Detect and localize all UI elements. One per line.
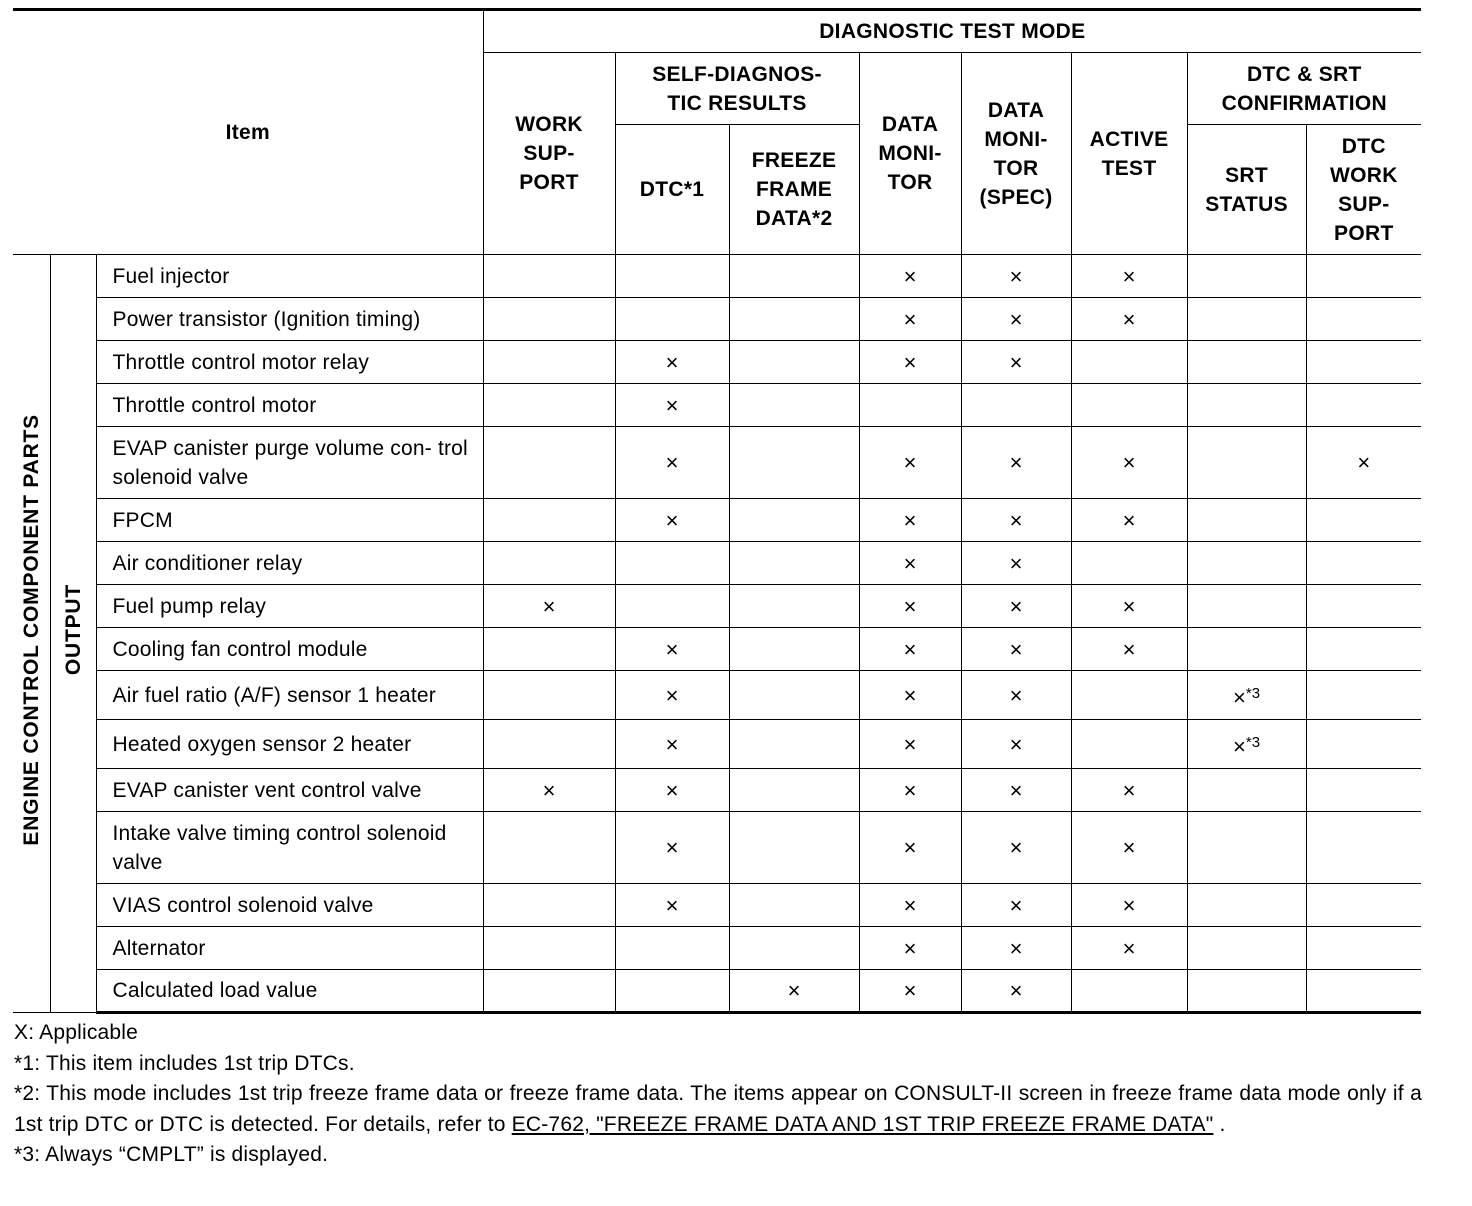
mark-cell: × — [1071, 769, 1187, 812]
mark-cell: × — [859, 542, 961, 585]
table-row — [13, 298, 1421, 341]
applicable-mark: × — [1233, 684, 1246, 710]
item-label: EVAP canister purge volume con- trol solenoid valve — [96, 427, 483, 499]
item-header: Item — [13, 10, 483, 255]
mark-cell — [1306, 384, 1421, 427]
mark-cell — [1187, 585, 1306, 628]
table-row — [13, 341, 1421, 384]
mark-cell — [1306, 884, 1421, 927]
mark-cell: × — [615, 884, 729, 927]
item-label: Alternator — [96, 927, 483, 970]
item-label: Calculated load value — [96, 970, 483, 1013]
mark-cell — [483, 542, 615, 585]
mark-cell — [483, 970, 615, 1013]
data-monitor-header: DATA MONI- TOR — [859, 53, 961, 255]
mark-cell: × — [859, 341, 961, 384]
mark-cell — [729, 341, 859, 384]
mark-cell: × — [859, 585, 961, 628]
mark-cell — [483, 927, 615, 970]
mark-cell — [483, 427, 615, 499]
mark-cell — [1306, 671, 1421, 720]
mark-cell: × — [961, 255, 1071, 298]
mark-cell — [1187, 970, 1306, 1013]
item-label: VIAS control solenoid valve — [96, 884, 483, 927]
mark-cell: × — [615, 341, 729, 384]
mark-cell — [483, 884, 615, 927]
mark-cell — [1306, 542, 1421, 585]
mark-cell — [615, 255, 729, 298]
mark-cell — [1071, 341, 1187, 384]
mark-cell — [729, 427, 859, 499]
mark-cell — [483, 628, 615, 671]
mark-cell — [1187, 298, 1306, 341]
self-diag-results-header: SELF-DIAGNOS- TIC RESULTS — [615, 53, 859, 125]
mark-cell: × — [859, 255, 961, 298]
table-row — [13, 384, 1421, 427]
table-row — [13, 542, 1421, 585]
mark-cell — [1187, 671, 1306, 720]
diagnostic-test-mode-header: DIAGNOSTIC TEST MODE — [483, 10, 1421, 53]
mark-cell — [729, 628, 859, 671]
item-label: Air fuel ratio (A/F) sensor 1 heater — [96, 671, 483, 720]
mark-cell — [1187, 628, 1306, 671]
item-label: Fuel pump relay — [96, 585, 483, 628]
mark-cell: × — [615, 812, 729, 884]
mark-cell — [1187, 812, 1306, 884]
mark-cell — [729, 255, 859, 298]
diagnostic-mode-table — [13, 8, 1421, 1014]
mark-cell — [1306, 298, 1421, 341]
item-label: Cooling fan control module — [96, 628, 483, 671]
mark-cell — [615, 585, 729, 628]
table-row — [13, 970, 1421, 1013]
mark-cell — [483, 671, 615, 720]
table-row — [13, 427, 1421, 499]
table-row — [13, 884, 1421, 927]
mark-cell — [859, 384, 961, 427]
mark-cell — [729, 585, 859, 628]
mark-cell: × — [961, 720, 1071, 769]
mark-cell: × — [615, 384, 729, 427]
mark-cell: × — [859, 499, 961, 542]
mark-cell: × — [961, 585, 1071, 628]
mark-cell: × — [859, 720, 961, 769]
mark-cell — [1306, 341, 1421, 384]
table-body — [13, 255, 1421, 1013]
active-test-header: ACTIVE TEST — [1071, 53, 1187, 255]
srt-status-header: SRT STATUS — [1187, 125, 1306, 255]
engine-control-group-label: ENGINE CONTROL COMPONENT PARTS — [13, 255, 50, 1013]
mark-cell — [729, 542, 859, 585]
note-applicable: X: Applicable — [14, 1021, 139, 1044]
mark-cell: × — [729, 970, 859, 1013]
mark-cell — [729, 298, 859, 341]
mark-cell — [1306, 812, 1421, 884]
note-2-text: *2: This mode includes 1st trip freeze frame data or freeze frame data. The items appear on CONSULT-II screen in freeze frame data mode only if a 1st trip DTC or DTC is detected. For details, refer to — [14, 1082, 1422, 1136]
mark-cell — [1071, 384, 1187, 427]
item-label: FPCM — [96, 499, 483, 542]
mark-cell: × — [1071, 628, 1187, 671]
mark-cell: × — [1071, 884, 1187, 927]
mark-cell — [1187, 384, 1306, 427]
mark-cell: × — [483, 769, 615, 812]
mark-cell: × — [961, 542, 1071, 585]
footnote-3-ref: *3 — [1245, 733, 1261, 751]
mark-cell — [729, 384, 859, 427]
freeze-frame-header: FREEZE FRAME DATA*2 — [729, 125, 859, 255]
mark-cell — [615, 970, 729, 1013]
mark-cell — [1187, 542, 1306, 585]
item-label: Air conditioner relay — [96, 542, 483, 585]
ec-762-link[interactable]: EC-762, "FREEZE FRAME DATA AND 1ST TRIP FREEZE FRAME DATA" — [511, 1112, 1214, 1136]
mark-cell — [1187, 499, 1306, 542]
item-label: Heated oxygen sensor 2 heater — [96, 720, 483, 769]
mark-cell — [1187, 255, 1306, 298]
item-label: Power transistor (Ignition timing) — [96, 298, 483, 341]
mark-cell — [1306, 769, 1421, 812]
note-2-end: . — [1219, 1112, 1226, 1136]
mark-cell — [729, 927, 859, 970]
mark-cell — [483, 499, 615, 542]
mark-cell — [1187, 884, 1306, 927]
mark-cell: × — [961, 499, 1071, 542]
mark-cell: × — [1071, 927, 1187, 970]
mark-cell: × — [961, 769, 1071, 812]
mark-cell — [1306, 720, 1421, 769]
mark-cell: × — [961, 427, 1071, 499]
mark-cell: × — [859, 671, 961, 720]
table-row — [13, 671, 1421, 720]
table-row — [13, 628, 1421, 671]
item-label: Fuel injector — [96, 255, 483, 298]
item-label: EVAP canister vent control valve — [96, 769, 483, 812]
mark-cell: × — [1071, 812, 1187, 884]
mark-cell: × — [615, 499, 729, 542]
output-group-label: OUTPUT — [50, 255, 96, 1013]
mark-cell — [615, 927, 729, 970]
mark-cell — [1306, 970, 1421, 1013]
mark-cell — [1071, 671, 1187, 720]
mark-cell — [1071, 720, 1187, 769]
data-monitor-spec-header: DATA MONI- TOR (SPEC) — [961, 53, 1071, 255]
mark-cell: × — [615, 769, 729, 812]
table-row — [13, 720, 1421, 769]
note-3: *3: Always “CMPLT” is displayed. — [14, 1143, 329, 1166]
work-support-header: WORK SUP- PORT — [483, 53, 615, 255]
mark-cell: × — [859, 927, 961, 970]
footnotes — [14, 1018, 1422, 1171]
note-1: *1: This item includes 1st trip DTCs. — [14, 1051, 355, 1075]
footnote-3-ref: *3 — [1245, 684, 1261, 702]
mark-cell — [1187, 927, 1306, 970]
table-row — [13, 927, 1421, 970]
dtc-work-support-header: DTC WORK SUP- PORT — [1306, 125, 1421, 255]
mark-cell — [483, 341, 615, 384]
mark-cell: × — [961, 970, 1071, 1013]
mark-cell: × — [859, 298, 961, 341]
dtc1-header: DTC*1 — [615, 125, 729, 255]
mark-cell — [1306, 585, 1421, 628]
mark-cell: × — [961, 341, 1071, 384]
table-row — [13, 585, 1421, 628]
mark-cell: × — [483, 585, 615, 628]
table-row — [13, 769, 1421, 812]
mark-cell — [729, 720, 859, 769]
table-row — [13, 255, 1421, 298]
mark-cell — [729, 884, 859, 927]
mark-cell — [483, 720, 615, 769]
mark-cell: × — [1071, 499, 1187, 542]
item-label: Throttle control motor — [96, 384, 483, 427]
applicable-mark: × — [1233, 733, 1246, 759]
item-label: Intake valve timing control solenoid valve — [96, 812, 483, 884]
mark-cell — [729, 671, 859, 720]
mark-cell — [483, 384, 615, 427]
mark-cell — [961, 384, 1071, 427]
mark-cell: × — [1071, 585, 1187, 628]
mark-cell: × — [859, 970, 961, 1013]
mark-cell — [1306, 628, 1421, 671]
mark-cell — [483, 255, 615, 298]
mark-cell: × — [859, 812, 961, 884]
table-row — [13, 812, 1421, 884]
item-label: Throttle control motor relay — [96, 341, 483, 384]
mark-cell — [1187, 720, 1306, 769]
mark-cell: × — [961, 628, 1071, 671]
mark-cell — [1071, 970, 1187, 1013]
mark-cell: × — [615, 671, 729, 720]
mark-cell — [1306, 255, 1421, 298]
dtc-srt-confirmation-header: DTC & SRT CONFIRMATION — [1187, 53, 1421, 125]
mark-cell — [729, 812, 859, 884]
note-2 — [14, 1079, 1422, 1140]
mark-cell: × — [859, 769, 961, 812]
mark-cell: × — [1306, 427, 1421, 499]
table-row — [13, 499, 1421, 542]
mark-cell — [1071, 542, 1187, 585]
mark-cell — [1306, 927, 1421, 970]
mark-cell: × — [859, 884, 961, 927]
mark-cell — [615, 542, 729, 585]
mark-cell: × — [1071, 298, 1187, 341]
mark-cell: × — [615, 628, 729, 671]
mark-cell: × — [961, 812, 1071, 884]
mark-cell: × — [961, 671, 1071, 720]
mark-cell — [1187, 341, 1306, 384]
mark-cell: × — [859, 628, 961, 671]
mark-cell: × — [615, 427, 729, 499]
mark-cell: × — [961, 927, 1071, 970]
mark-cell — [729, 769, 859, 812]
mark-cell: × — [961, 298, 1071, 341]
mark-cell: × — [859, 427, 961, 499]
mark-cell — [1187, 427, 1306, 499]
mark-cell — [483, 298, 615, 341]
mark-cell: × — [1071, 427, 1187, 499]
mark-cell: × — [961, 884, 1071, 927]
mark-cell — [729, 499, 859, 542]
mark-cell: × — [1071, 255, 1187, 298]
mark-cell: × — [615, 720, 729, 769]
mark-cell — [1187, 769, 1306, 812]
mark-cell — [483, 812, 615, 884]
mark-cell — [1306, 499, 1421, 542]
mark-cell — [615, 298, 729, 341]
